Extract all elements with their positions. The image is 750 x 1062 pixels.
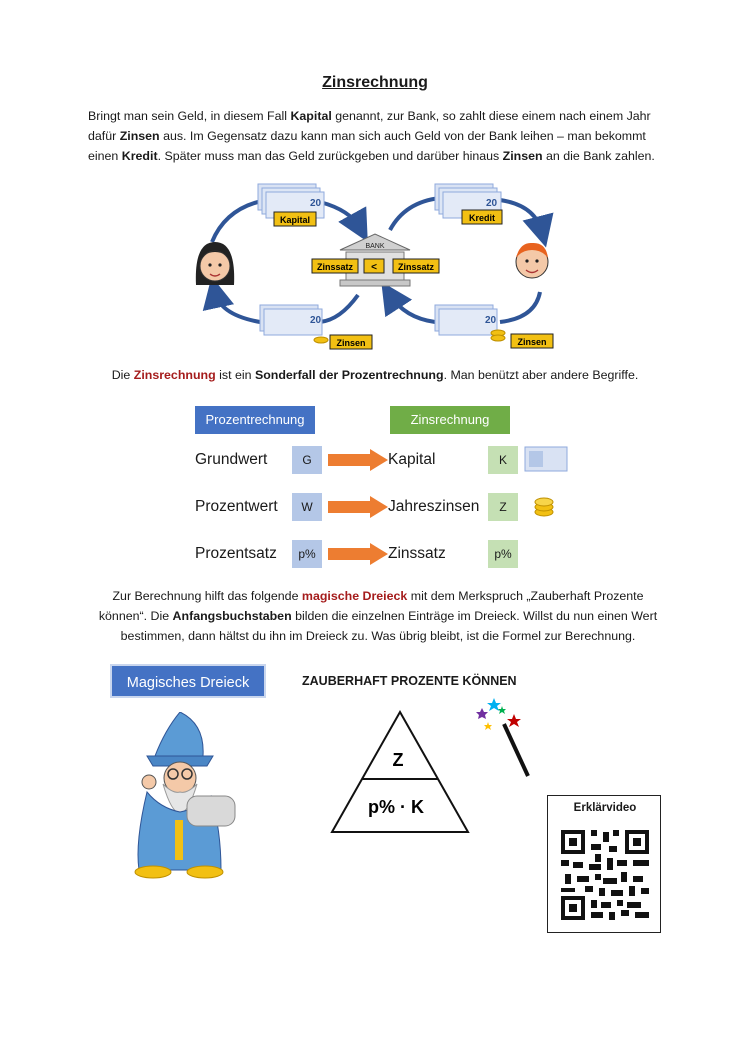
explanation-paragraph xyxy=(88,586,668,646)
sentence-text: . Man benützt aber andere Begriffe. xyxy=(443,368,639,382)
term-anfangsbuchstaben: Anfangsbuchstaben xyxy=(172,609,292,623)
intro-paragraph xyxy=(88,106,668,166)
sentence-text: Die xyxy=(111,368,134,382)
svg-text:<: < xyxy=(371,262,377,273)
arrow-bank-out xyxy=(320,295,358,322)
triangle-top-z: Z xyxy=(392,750,404,770)
magisches-dreieck-banner: Magisches Dreieck xyxy=(110,664,266,698)
page-title: Zinsrechnung xyxy=(322,74,428,91)
abbr-w: W xyxy=(292,493,322,521)
bank-cycle-diagram xyxy=(190,180,570,355)
term-prozentwert: Prozentwert xyxy=(195,498,278,515)
header-zinsrechnung: Zinsrechnung xyxy=(390,406,510,434)
abbr-k: K xyxy=(488,446,518,474)
term-grundwert: Grundwert xyxy=(195,451,268,468)
svg-text:Zinsen: Zinsen xyxy=(517,337,547,347)
header-prozentrechnung: Prozentrechnung xyxy=(195,406,315,434)
abbr-p-left: p% xyxy=(292,540,322,568)
slogan: ZAUBERHAFT PROZENTE KÖNNEN xyxy=(302,674,517,688)
term-zinsrechnung: Zinsrechnung xyxy=(133,368,216,382)
sonderfall-sentence xyxy=(0,368,750,382)
term-kapital-row: Kapital xyxy=(388,451,436,468)
label-kredit xyxy=(462,210,502,224)
explanation-text: Zur Berechnung hilft das folgende xyxy=(112,589,302,603)
term-zinssatz: Zinssatz xyxy=(388,545,446,562)
arrow-right-icon xyxy=(328,496,388,518)
arrow-to-man xyxy=(500,200,542,232)
svg-text:20: 20 xyxy=(486,198,498,209)
qr-label: Erklärvideo xyxy=(573,802,637,814)
sentence-text: ist ein xyxy=(215,368,255,382)
arrow-man-out xyxy=(500,292,540,322)
woman-face-icon xyxy=(196,242,234,285)
qr-code-icon[interactable] xyxy=(561,830,649,920)
term-zinsen: Zinsen xyxy=(119,129,160,143)
magic-triangle xyxy=(330,710,470,835)
term-kredit: Kredit xyxy=(121,149,158,163)
arrow-to-woman xyxy=(215,292,260,322)
term-prozentsatz: Prozentsatz xyxy=(195,545,277,562)
intro-text: Bringt man sein Geld, in diesem Fall xyxy=(88,109,291,123)
arrow-bank-right xyxy=(390,198,440,230)
man-face-icon xyxy=(516,243,548,278)
banknote-icon xyxy=(524,446,568,472)
intro-text: genannt, zur Bank, so zahlt diese einem nach einem Jahr dafür xyxy=(88,109,651,143)
coins-icon xyxy=(532,496,556,518)
term-kapital: Kapital xyxy=(290,109,332,123)
qr-code-card[interactable] xyxy=(547,795,661,933)
bill-stack-zinsen-right xyxy=(435,305,505,341)
svg-text:Zinssatz: Zinssatz xyxy=(316,262,354,272)
label-kapital xyxy=(274,212,316,226)
abbr-g: G xyxy=(292,446,322,474)
label-zinssatz-left xyxy=(312,259,358,273)
svg-text:20: 20 xyxy=(485,315,497,326)
intro-text: . Später muss man das Geld zurückgeben und darüber hinaus xyxy=(157,149,503,163)
term-magisches-dreieck: magische Dreieck xyxy=(301,589,408,603)
bill-stack-zinsen-left xyxy=(260,305,328,343)
abbr-z: Z xyxy=(488,493,518,521)
svg-text:Kredit: Kredit xyxy=(468,213,496,223)
explanation-text: bilden die einzelnen Einträge im Dreieck. Willst du nun einen Wert bestimmen, dann hältst du ihn im Dreieck zu. Was übrig bleibt, ist die Formel zur Berechnung. xyxy=(120,609,658,643)
label-zinsen-right xyxy=(511,334,553,348)
label-less-than xyxy=(364,259,384,273)
term-jahreszinsen: Jahreszinsen xyxy=(388,498,480,515)
explanation-text: mit dem Merkspruch „Zauberhaft Prozente können“. Die xyxy=(98,589,644,623)
svg-text:20: 20 xyxy=(310,198,322,209)
svg-text:Zinssatz: Zinssatz xyxy=(397,262,435,272)
svg-text:BANK: BANK xyxy=(365,243,385,250)
intro-text: an die Bank zahlen. xyxy=(542,149,655,163)
svg-text:Kapital: Kapital xyxy=(279,215,311,225)
arrow-right-icon xyxy=(328,543,388,565)
label-zinsen-left xyxy=(330,335,372,349)
svg-text:Zinsen: Zinsen xyxy=(336,338,366,348)
arrow-to-bank-2 xyxy=(390,295,435,322)
term-sonderfall: Sonderfall der Prozentrechnung xyxy=(254,368,444,382)
triangle-bottom-pk: p% · K xyxy=(368,797,424,817)
abbr-p-right: p% xyxy=(488,540,518,568)
wizard-icon xyxy=(125,712,240,880)
magic-wand-icon xyxy=(470,694,536,780)
label-zinssatz-right xyxy=(393,259,439,273)
intro-text: aus. Im Gegensatz dazu kann man sich auch Geld von der Bank leihen – man bekommt einen xyxy=(88,129,646,163)
svg-text:20: 20 xyxy=(310,315,322,326)
term-zinsen: Zinsen xyxy=(502,149,543,163)
arrow-to-bank xyxy=(320,202,360,228)
arrow-right-icon xyxy=(328,449,388,471)
